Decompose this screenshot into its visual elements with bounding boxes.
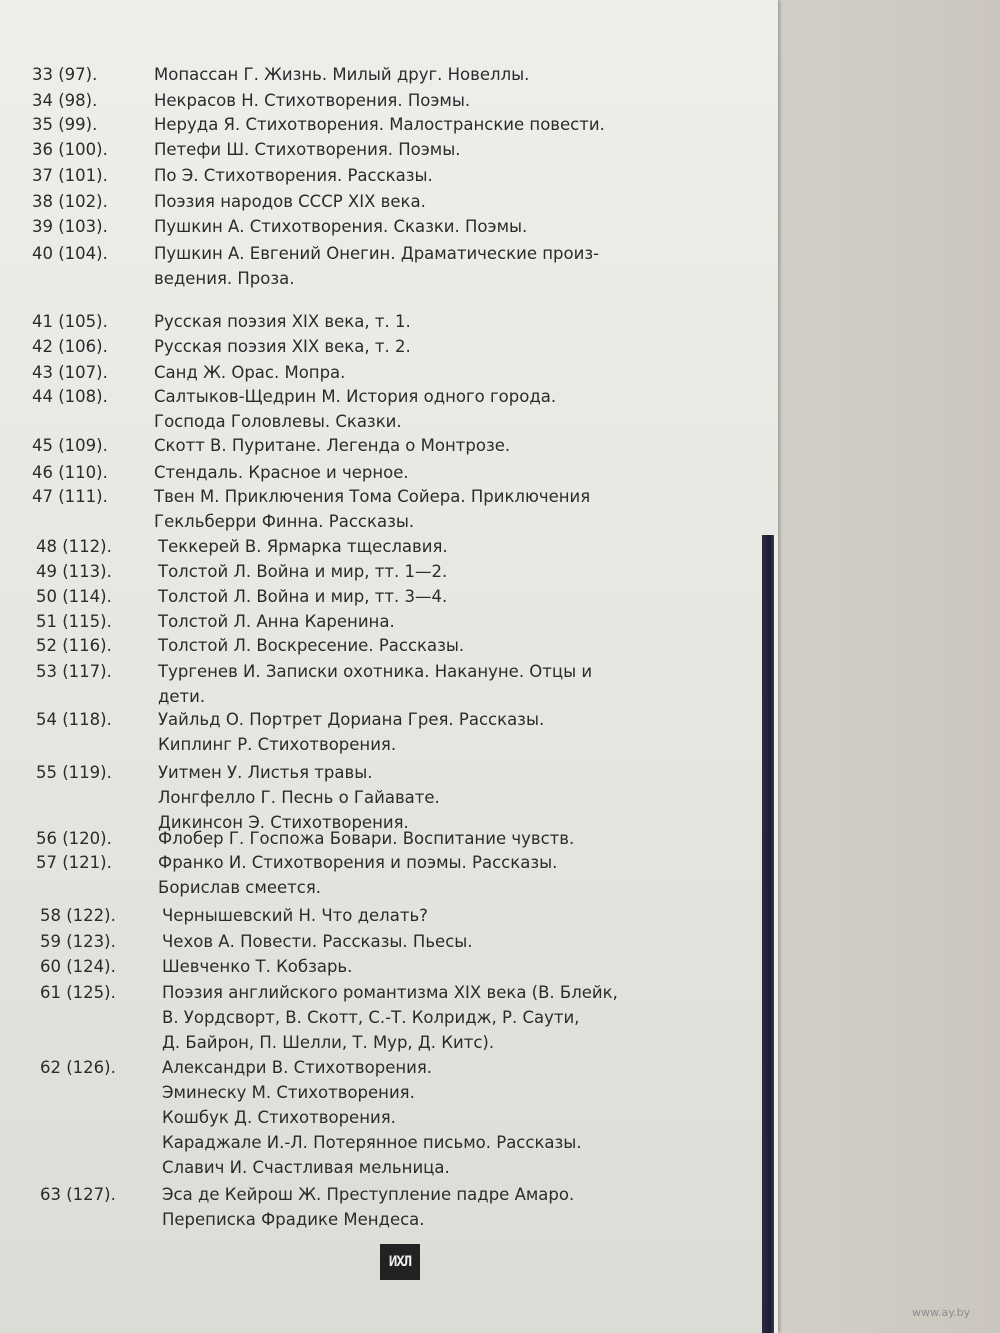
entry-text: Мопассан Г. Жизнь. Милый друг. Новеллы.	[154, 65, 530, 84]
entry-text: Чернышевский Н. Что делать?	[162, 906, 428, 925]
list-item	[40, 954, 352, 979]
publisher-logo: ИХЛ	[380, 1244, 420, 1280]
list-item	[40, 980, 618, 1055]
list-item	[32, 189, 426, 214]
list-item	[32, 88, 470, 113]
entry-text: Дикинсон Э. Стихотворения.	[158, 813, 409, 832]
entry-number: 36 (100).	[32, 140, 108, 159]
entry-text: Петефи Ш. Стихотворения. Поэмы.	[154, 140, 461, 159]
entry-continuation	[40, 1005, 618, 1030]
entry-line	[32, 189, 426, 214]
entry-continuation	[32, 509, 590, 534]
entry-text: Лонгфелло Г. Песнь о Гайавате.	[158, 788, 440, 807]
entry-text: Скотт В. Пуритане. Легенда о Монтрозе.	[154, 436, 511, 455]
list-item	[32, 137, 461, 162]
list-item	[32, 384, 556, 434]
entry-number: 53 (117).	[36, 662, 112, 681]
entry-number: 52 (116).	[36, 636, 112, 655]
entry-number: 39 (103).	[32, 217, 108, 236]
entry-text: Неруда Я. Стихотворения. Малостранские повести.	[154, 115, 605, 134]
entry-number: 59 (123).	[40, 932, 116, 951]
entry-continuation	[36, 875, 557, 900]
list-item	[40, 903, 428, 928]
entry-line	[36, 534, 448, 559]
entry-line	[32, 62, 529, 87]
list-item	[32, 360, 345, 385]
list-item	[36, 707, 544, 757]
entry-text: Русская поэзия XIX века, т. 2.	[154, 337, 411, 356]
entry-text: Гекльберри Финна. Рассказы.	[154, 512, 415, 531]
entry-number: 54 (118).	[36, 710, 112, 729]
list-item	[32, 433, 510, 458]
entry-number: 35 (99).	[32, 115, 98, 134]
entry-number: 51 (115).	[36, 612, 112, 631]
entry-number: 47 (111).	[32, 487, 108, 506]
entry-number: 46 (110).	[32, 463, 108, 482]
entry-text: Поэзия английского романтизма XIX века (В. Блейк,	[162, 983, 618, 1002]
list-item	[40, 1182, 574, 1232]
watermark: www.ay.by	[912, 1306, 971, 1319]
entry-text: Санд Ж. Орас. Мопра.	[154, 363, 346, 382]
entry-number: 44 (108).	[32, 387, 108, 406]
page-edge	[774, 535, 778, 1333]
list-item	[32, 62, 529, 87]
entry-text: дети.	[158, 687, 206, 706]
book-spine	[762, 535, 774, 1333]
entry-text: Чехов А. Повести. Рассказы. Пьесы.	[162, 932, 473, 951]
entry-continuation	[40, 1155, 582, 1180]
entry-number: 58 (122).	[40, 906, 116, 925]
entry-line	[32, 484, 590, 509]
list-item	[32, 112, 605, 137]
entry-text: Шевченко Т. Кобзарь.	[162, 957, 353, 976]
entry-text: Киплинг Р. Стихотворения.	[158, 735, 397, 754]
entry-line	[40, 903, 428, 928]
entry-text: Эса де Кейрош Ж. Преступление падре Амаро.	[162, 1185, 575, 1204]
entry-text: Пушкин А. Евгений Онегин. Драматические произ-	[154, 244, 600, 263]
entry-line	[36, 584, 447, 609]
list-item	[36, 609, 395, 634]
entry-line	[32, 137, 461, 162]
entry-line	[36, 609, 395, 634]
entry-line	[36, 659, 592, 684]
entry-line	[36, 826, 574, 851]
entry-line	[32, 163, 433, 188]
entry-text: По Э. Стихотворения. Рассказы.	[154, 166, 433, 185]
entry-text: В. Уордсворт, В. Скотт, С.-Т. Колридж, Р. Саути,	[162, 1008, 580, 1027]
list-item	[36, 633, 464, 658]
entry-text: Тургенев И. Записки охотника. Накануне. Отцы и	[158, 662, 593, 681]
entry-line	[32, 433, 510, 458]
entry-line	[36, 850, 557, 875]
entry-line	[32, 334, 411, 359]
back-cover	[778, 0, 1000, 1333]
entry-number: 61 (125).	[40, 983, 116, 1002]
entry-number: 56 (120).	[36, 829, 112, 848]
entry-line	[36, 707, 544, 732]
entry-text: Толстой Л. Анна Каренина.	[158, 612, 395, 631]
list-item	[32, 241, 599, 291]
entry-text: Уитмен У. Листья травы.	[158, 763, 373, 782]
list-item	[40, 929, 473, 954]
entry-text: Д. Байрон, П. Шелли, Т. Мур, Д. Китс).	[162, 1033, 495, 1052]
entry-text: Франко И. Стихотворения и поэмы. Рассказы.	[158, 853, 558, 872]
entry-line	[40, 980, 618, 1005]
entry-text: Славич И. Счастливая мельница.	[162, 1158, 450, 1177]
entry-number: 55 (119).	[36, 763, 112, 782]
entry-number: 34 (98).	[32, 91, 98, 110]
entry-line	[32, 241, 599, 266]
list-item	[36, 659, 592, 709]
entry-text: Флобер Г. Госпожа Бовари. Воспитание чувств.	[158, 829, 575, 848]
entry-text: Толстой Л. Воскресение. Рассказы.	[158, 636, 465, 655]
entry-number: 57 (121).	[36, 853, 112, 872]
entry-number: 48 (112).	[36, 537, 112, 556]
list-item	[32, 214, 527, 239]
list-item	[36, 559, 447, 584]
entry-number: 38 (102).	[32, 192, 108, 211]
list-item	[36, 760, 440, 835]
entry-number: 42 (106).	[32, 337, 108, 356]
entry-text: Толстой Л. Война и мир, тт. 3—4.	[158, 587, 448, 606]
entry-line	[32, 112, 605, 137]
entry-line	[32, 360, 345, 385]
entry-text: Борислав смеется.	[158, 878, 321, 897]
entry-number: 45 (109).	[32, 436, 108, 455]
list-item	[32, 163, 433, 188]
entry-text: Русская поэзия XIX века, т. 1.	[154, 312, 411, 331]
entry-line	[40, 1182, 574, 1207]
entry-text: Толстой Л. Война и мир, тт. 1—2.	[158, 562, 448, 581]
entry-number: 49 (113).	[36, 562, 112, 581]
entry-text: Стендаль. Красное и черное.	[154, 463, 409, 482]
entry-line	[40, 1055, 582, 1080]
entry-line	[32, 214, 527, 239]
list-item	[32, 309, 411, 334]
list-item	[32, 484, 590, 534]
entry-text: Уайльд О. Портрет Дориана Грея. Рассказы.	[158, 710, 545, 729]
entry-text: Александри В. Стихотворения.	[162, 1058, 433, 1077]
list-item	[36, 534, 448, 559]
entry-continuation	[36, 732, 544, 757]
entry-number: 63 (127).	[40, 1185, 116, 1204]
entry-text: Караджале И.-Л. Потерянное письмо. Рассказы.	[162, 1133, 582, 1152]
entry-text: Кошбук Д. Стихотворения.	[162, 1108, 396, 1127]
entry-line	[32, 384, 556, 409]
entry-line	[36, 633, 464, 658]
entry-line	[36, 760, 440, 785]
entry-text: Твен М. Приключения Тома Сойера. Приключения	[154, 487, 591, 506]
list-item	[40, 1055, 582, 1180]
entry-continuation	[32, 409, 556, 434]
entry-continuation	[36, 785, 440, 810]
entry-number: 43 (107).	[32, 363, 108, 382]
entry-text: Господа Головлевы. Сказки.	[154, 412, 402, 431]
entry-number: 60 (124).	[40, 957, 116, 976]
entry-continuation	[40, 1207, 574, 1232]
entry-number: 62 (126).	[40, 1058, 116, 1077]
entry-text: Поэзия народов СССР XIX века.	[154, 192, 426, 211]
entry-number: 40 (104).	[32, 244, 108, 263]
entry-continuation	[40, 1080, 582, 1105]
entry-text: Салтыков-Щедрин М. История одного города.	[154, 387, 557, 406]
entry-line	[32, 88, 470, 113]
entry-text: Пушкин А. Стихотворения. Сказки. Поэмы.	[154, 217, 528, 236]
entry-line	[32, 309, 411, 334]
entry-continuation	[40, 1130, 582, 1155]
entry-line	[36, 559, 447, 584]
entry-continuation	[32, 266, 599, 291]
entry-line	[40, 954, 352, 979]
list-item	[36, 850, 557, 900]
list-item	[32, 334, 411, 359]
entry-continuation	[36, 684, 592, 709]
list-item	[32, 460, 409, 485]
entry-text: Эминеску М. Стихотворения.	[162, 1083, 415, 1102]
entry-text: Теккерей В. Ярмарка тщеславия.	[158, 537, 448, 556]
entry-number: 33 (97).	[32, 65, 98, 84]
entry-text: Переписка Фрадике Мендеса.	[162, 1210, 425, 1229]
entry-line	[40, 929, 473, 954]
entry-text: Некрасов Н. Стихотворения. Поэмы.	[154, 91, 471, 110]
entry-number: 50 (114).	[36, 587, 112, 606]
entry-continuation	[40, 1030, 618, 1055]
list-item	[36, 584, 447, 609]
entry-number: 37 (101).	[32, 166, 108, 185]
entry-continuation	[40, 1105, 582, 1130]
list-item	[36, 826, 574, 851]
entry-line	[32, 460, 409, 485]
entry-text: ведения. Проза.	[154, 269, 295, 288]
entry-number: 41 (105).	[32, 312, 108, 331]
